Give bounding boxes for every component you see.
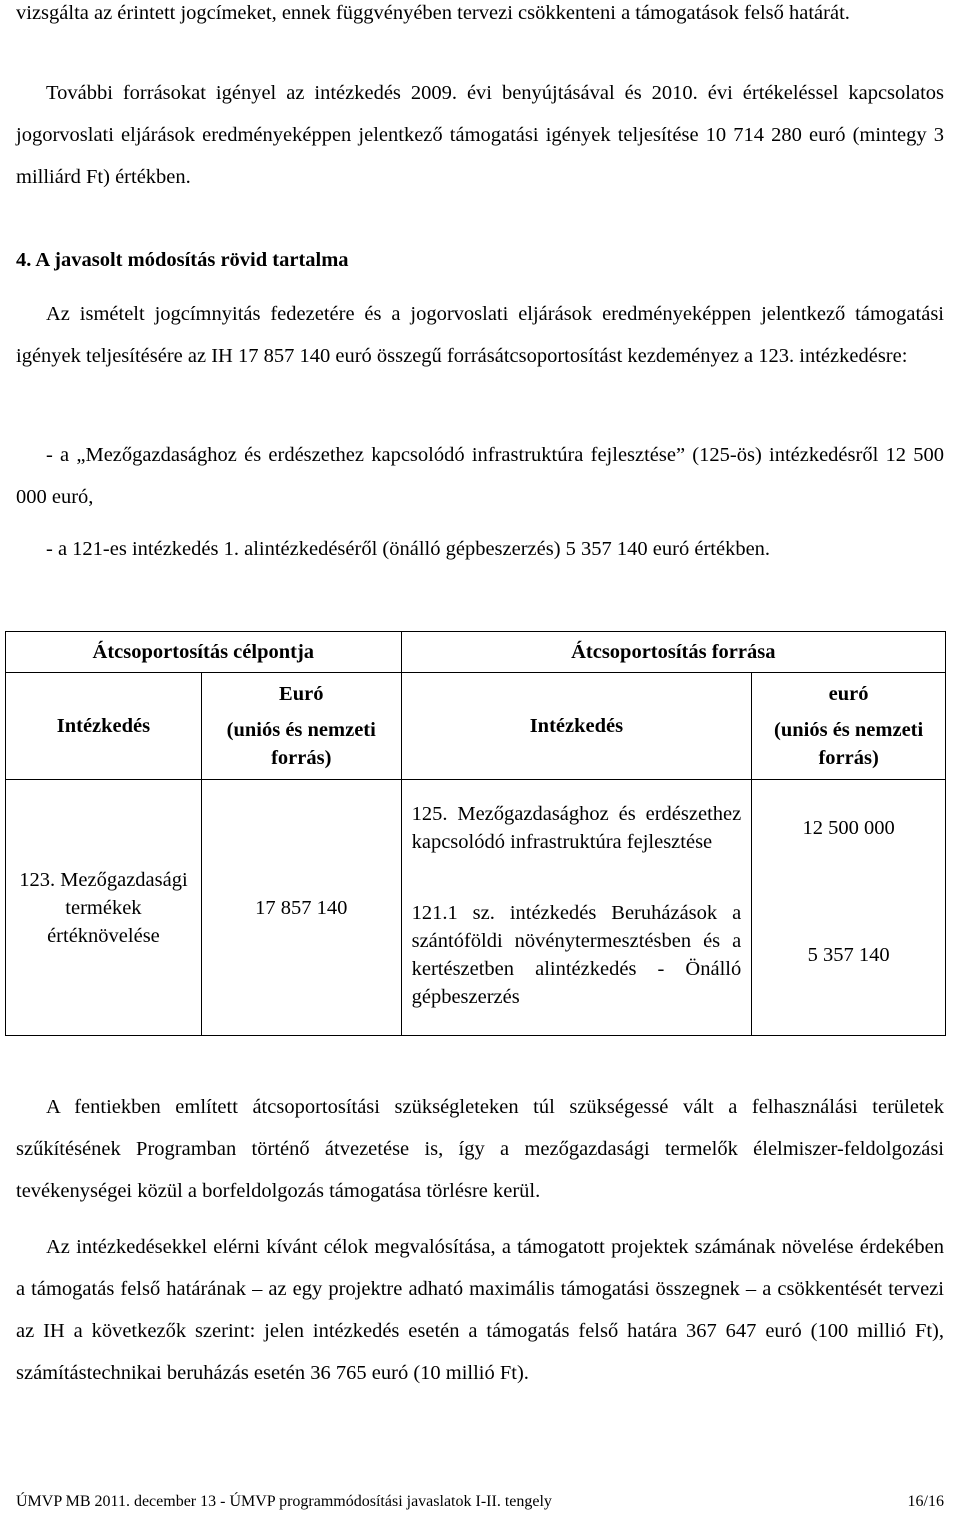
- footer-title: ÚMVP MB 2011. december 13 - ÚMVP programmódosítási javaslatok I-II. tengely: [16, 1493, 552, 1510]
- col-amount-left: [201, 673, 401, 780]
- source-measure-cell: 121.1 sz. intézkedés Beruházások a szántóföldi növénytermesztésben és a kertészetben alintézkedés - Önálló gépbeszerzés: [401, 876, 752, 1036]
- col-amount-right: [752, 673, 946, 780]
- table-column-header-row: [6, 673, 946, 780]
- target-amount-cell: 17 857 140: [201, 780, 401, 1036]
- paragraph-intro: vizsgálta az érintett jogcímeket, ennek függvényében tervezi csökkenteni a támogatások felső határát.: [16, 2, 850, 24]
- col-amount-right-title: euró: [828, 683, 869, 705]
- col-measure-right: Intézkedés: [401, 673, 752, 780]
- bullet-item-125: - a „Mezőgazdasághoz és erdészethez kapcsolódó infrastruktúra fejlesztése” (125-ös) intézkedésről 12 500 000 euró,: [16, 444, 944, 508]
- page-footer: [16, 1492, 944, 1512]
- group-target-header: Átcsoportosítás célpontja: [6, 632, 402, 673]
- bullet-item-121: - a 121-es intézkedés 1. alintézkedéséről (önálló gépbeszerzés) 5 357 140 euró értékben.: [46, 538, 771, 560]
- col-amount-left-note: (uniós és nemzeti forrás): [226, 719, 376, 769]
- col-amount-right-note: (uniós és nemzeti forrás): [774, 719, 924, 769]
- source-measure-cell: 125. Mezőgazdasághoz és erdészethez kapcsolódó infrastruktúra fejlesztése: [401, 780, 752, 876]
- table-group-header-row: [6, 632, 946, 673]
- section-heading: 4. A javasolt módosítás rövid tartalma: [16, 249, 349, 271]
- source-amount-cell: 5 357 140: [752, 876, 946, 1036]
- reallocation-table: [5, 631, 946, 1036]
- source-amount-cell: 12 500 000: [752, 780, 946, 876]
- target-measure-cell: 123. Mezőgazdasági termékek értéknövelése: [6, 780, 202, 1036]
- table-row: [6, 780, 946, 876]
- paragraph-reallocation: Az ismételt jogcímnyitás fedezetére és a jogorvoslati eljárások eredményeképpen jelentkező támogatási igények teljesítésére az IH 17 857 140 euró összegű forrásátcsoportosítást kezdeményez a 123. intézkedésre:: [16, 303, 944, 367]
- group-source-header: Átcsoportosítás forrása: [401, 632, 945, 673]
- col-measure-left: Intézkedés: [6, 673, 202, 780]
- paragraph-narrowing: A fentiekben említett átcsoportosítási szükségleteken túl szükségessé vált a felhasználási területek szűkítésének Programban történő átvezetése is, így a mezőgazdasági termelők élelmiszer-feldolgozási tevékenységei közül a borfeldolgozás támogatása törlésre kerül.: [16, 1096, 944, 1202]
- page-number: 16/16: [907, 1493, 944, 1510]
- col-amount-left-title: Euró: [279, 683, 324, 705]
- paragraph-support-limit: Az intézkedésekkel elérni kívánt célok megvalósítása, a támogatott projektek számának növelése érdekében a támogatás felső határának – az egy projektre adható maximális támogatási összegnek – a csökkentését tervezi az IH a következők szerint: jelen intézkedés esetén a támogatás felső határa 367 647 euró (100 millió Ft), számítástechnikai beruházás esetén 36 765 euró (10 millió Ft).: [16, 1236, 944, 1384]
- paragraph-resources: További forrásokat igényel az intézkedés 2009. évi benyújtásával és 2010. évi értékeléssel kapcsolatos jogorvoslati eljárások eredményeképpen jelentkező támogatási igények teljesítése 10 714 280 euró (mintegy 3 milliárd Ft) értékben.: [16, 82, 944, 188]
